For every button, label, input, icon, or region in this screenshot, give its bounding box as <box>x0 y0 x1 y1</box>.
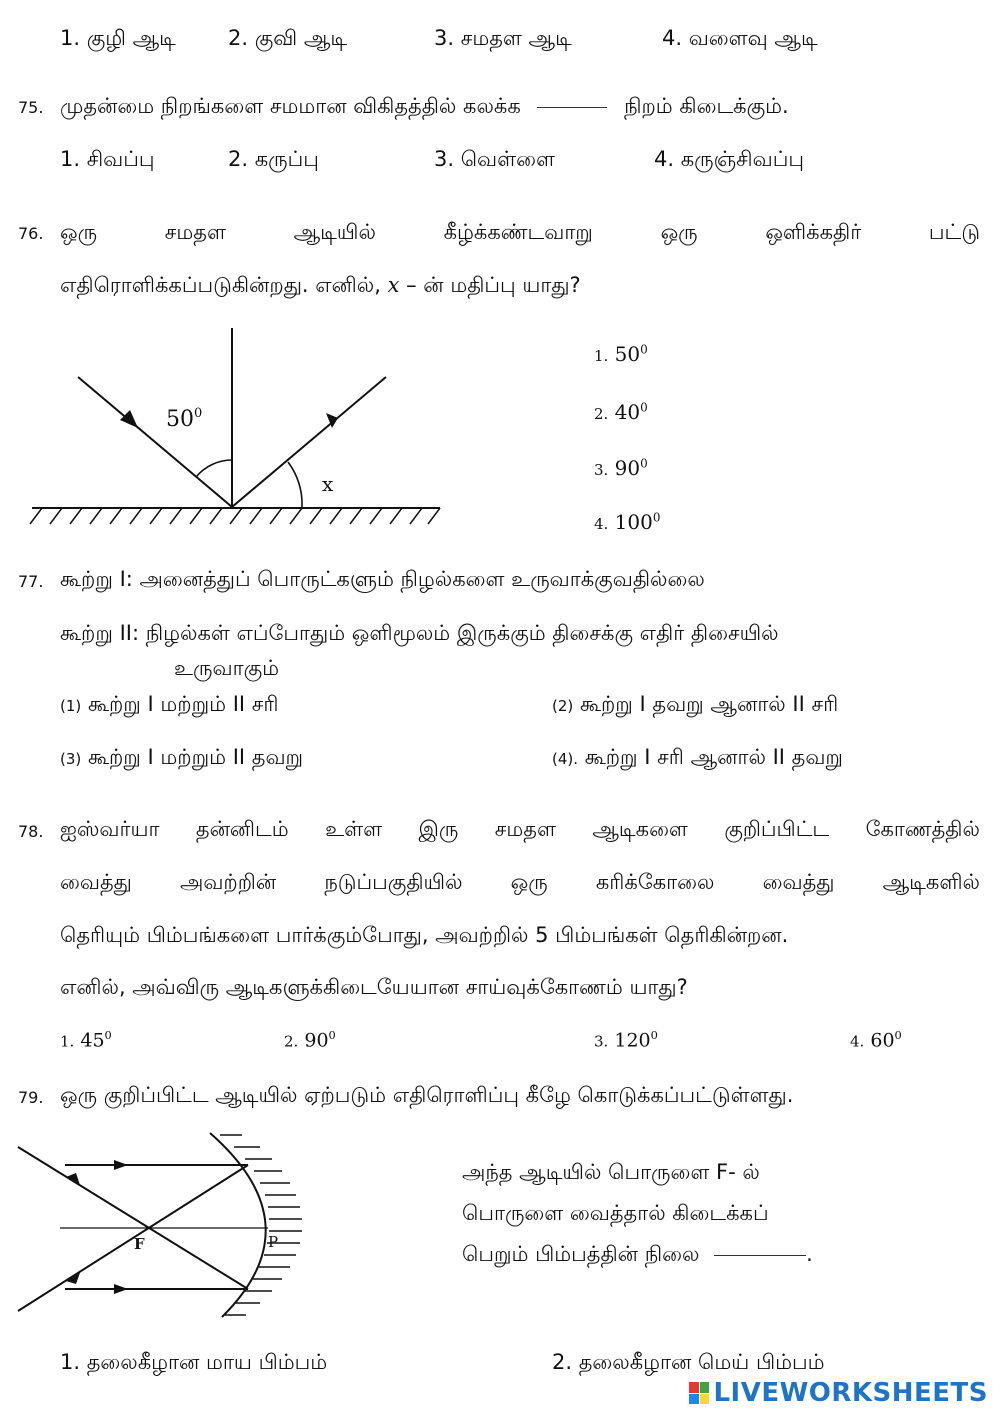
q75-text <box>60 94 789 121</box>
q77-statement-2-cont: உருவாகும் <box>174 656 280 680</box>
q77-option-1[interactable] <box>60 692 279 719</box>
option-number: 3. <box>594 461 609 479</box>
q76-option-1[interactable] <box>594 342 648 366</box>
incident-angle-arc <box>196 460 232 477</box>
q79-side-line1: அந்த ஆடியில் பொருளை F- ல் <box>462 1160 760 1184</box>
q74-option-1[interactable]: 1. குழி ஆடி <box>60 26 176 50</box>
q79-blank <box>714 1254 806 1256</box>
reflected-ray <box>232 377 386 507</box>
q78-word: ஆடிகளை <box>592 817 688 841</box>
q78-word: வைத்து <box>60 870 132 894</box>
q76-variable: x <box>387 273 400 297</box>
q76-word: ஒரு <box>60 220 98 244</box>
q78-word: தன்னிடம் <box>195 817 289 841</box>
incident-ray <box>78 377 232 507</box>
liveworksheets-logo <box>689 1378 988 1408</box>
q75-number: 75. <box>18 98 44 117</box>
q76-option-3[interactable] <box>594 456 648 480</box>
arrowhead <box>114 1160 128 1170</box>
degree-sup: 0 <box>640 342 648 357</box>
q78-word: கோணத்தில் <box>865 817 980 841</box>
q79-concave-mirror-diagram <box>10 1125 340 1325</box>
option-value: 120 <box>614 1029 651 1052</box>
mirror-hatching <box>30 508 440 524</box>
q78-word: கரிக்கோலை <box>595 870 715 894</box>
q78-line1 <box>60 817 980 844</box>
q78-option-1[interactable] <box>60 1028 112 1051</box>
q77-statement-2: கூற்று II: நிழல்கள் எப்போதும் ஒளிமூலம் இருக்கும் திசைக்கு எதிர் திசையில் <box>60 621 779 645</box>
q77-statement-1: கூற்று I: அனைத்துப் பொருட்களும் நிழல்களை உருவாக்குவதில்லை <box>60 567 705 591</box>
option-number: 2. <box>594 405 609 423</box>
q76-option-2[interactable] <box>594 400 648 424</box>
q74-option-4[interactable]: 4. வளைவு ஆடி <box>662 26 818 50</box>
option-text: கூற்று I தவறு ஆனால் II சரி <box>579 692 839 716</box>
q76-line1 <box>60 220 980 247</box>
q79-option-1[interactable]: 1. தலைகீழான மாய பிம்பம் <box>60 1350 328 1374</box>
q76-word: கீழ்க்கண்டவாறு <box>443 220 593 244</box>
option-value: 40 <box>614 400 641 424</box>
reflected-angle-arc <box>288 462 302 507</box>
option-value: 90 <box>304 1029 329 1052</box>
option-number: (1) <box>60 697 82 715</box>
q76-number: 76. <box>18 224 44 243</box>
q75-option-1[interactable]: 1. சிவப்பு <box>60 147 155 171</box>
q78-word: நடுப்பகுதியில் <box>324 870 463 894</box>
degree-sup: 0 <box>640 400 648 415</box>
q78-word: உள்ள <box>325 817 383 841</box>
liveworksheets-icon <box>689 1382 709 1404</box>
degree-sup: 0 <box>894 1028 902 1042</box>
option-value: 90 <box>614 456 641 480</box>
q75-option-2[interactable]: 2. கருப்பு <box>228 147 319 171</box>
q74-option-2[interactable]: 2. குவி ஆடி <box>228 26 348 50</box>
option-text: கூற்று I மற்றும் II சரி <box>87 692 279 716</box>
degree-sup: 0 <box>640 456 648 471</box>
option-number: 1. <box>60 1032 75 1051</box>
option-value: 50 <box>614 342 641 366</box>
q78-option-4[interactable] <box>850 1028 902 1051</box>
option-value: 100 <box>614 510 653 534</box>
q76-option-4[interactable] <box>594 510 661 534</box>
q78-word: வைத்து <box>762 870 835 894</box>
liveworksheets-wordmark: LIVEWORKSHEETS <box>713 1378 988 1408</box>
pole-label: P <box>268 1233 279 1251</box>
degree-sup: 0 <box>328 1028 336 1042</box>
q76-word: பட்டு <box>928 220 980 244</box>
q75-blank <box>537 106 607 108</box>
q78-line2 <box>60 870 980 897</box>
q78-word: இரு <box>418 817 459 841</box>
incident-arrowhead <box>120 410 138 428</box>
reflected-ray-2 <box>18 1147 248 1289</box>
q76-word: ஒளிக்கதிர் <box>765 220 862 244</box>
option-number: 4. <box>850 1032 865 1051</box>
q77-option-3[interactable] <box>60 745 303 772</box>
q79-side-line3-text: பெறும் பிம்பத்தின் நிலை <box>462 1242 700 1266</box>
angle-label: $50^0$ <box>166 406 203 432</box>
q76-reflection-diagram <box>20 320 460 535</box>
q78-word: ஆடிகளில் <box>882 870 980 894</box>
arrowhead <box>114 1284 128 1294</box>
q79-number: 79. <box>18 1088 44 1107</box>
q79-side-line2: பொருளை வைத்தால் கிடைக்கப் <box>462 1201 769 1225</box>
q78-option-2[interactable] <box>284 1028 336 1051</box>
q78-word: ஐஸ்வர்யா <box>60 817 160 841</box>
q76-line2-a: எதிரொளிக்கப்படுகின்றது. எனில், <box>60 273 381 297</box>
option-number: (3) <box>60 750 82 768</box>
option-number: 4. <box>594 515 609 533</box>
option-number: (2) <box>552 697 574 715</box>
arrowhead <box>66 1270 81 1284</box>
degree-sup: 0 <box>652 510 661 525</box>
focus-label: F <box>134 1235 145 1253</box>
q79-side-line3: பெறும் பிம்பத்தின் நிலை . <box>462 1242 813 1266</box>
q78-option-3[interactable] <box>594 1028 658 1051</box>
degree-sup: 0 <box>650 1028 658 1042</box>
q76-line2-b: – ன் மதிப்பு யாது? <box>406 273 581 297</box>
option-number: 2. <box>284 1032 299 1051</box>
q76-word: சமதள <box>164 220 226 244</box>
option-text: கூற்று I மற்றும் II தவறு <box>87 745 304 769</box>
q78-line4: எனில், அவ்விரு ஆடிகளுக்கிடையேயான சாய்வுக்கோணம் யாது? <box>60 975 688 999</box>
x-angle-label: x <box>322 472 334 496</box>
option-value: 45 <box>80 1029 105 1052</box>
q79-text: ஒரு குறிப்பிட்ட ஆடியில் ஏற்படும் எதிரொளிப்பு கீழே கொடுக்கப்பட்டுள்ளது. <box>60 1083 794 1107</box>
q76-word: ஒரு <box>660 220 698 244</box>
option-text: கூற்று I சரி ஆனால் II தவறு <box>584 745 843 769</box>
option-number: 3. <box>594 1032 609 1051</box>
option-number: (4). <box>552 750 579 768</box>
q74-option-3[interactable]: 3. சமதள ஆடி <box>434 26 572 50</box>
q78-line3: தெரியும் பிம்பங்களை பார்க்கும்போது, அவற்றில் 5 பிம்பங்கள் தெரிகின்றன. <box>60 923 789 947</box>
option-number: 1. <box>594 347 609 365</box>
q78-word: சமதள <box>494 817 556 841</box>
q75-text-b: நிறம் கிடைக்கும். <box>624 94 789 118</box>
q76-word: ஆடியில் <box>293 220 376 244</box>
degree-sup: 0 <box>104 1028 112 1042</box>
q77-option-4[interactable] <box>552 745 843 772</box>
q77-option-2[interactable] <box>552 692 838 719</box>
q76-line2 <box>60 273 581 300</box>
q75-option-4[interactable]: 4. கருஞ்சிவப்பு <box>654 147 804 171</box>
option-value: 60 <box>870 1029 895 1052</box>
q79-option-2[interactable]: 2. தலைகீழான மெய் பிம்பம் <box>552 1350 825 1374</box>
q78-word: குறிப்பிட்ட <box>724 817 830 841</box>
q77-number: 77. <box>18 572 44 591</box>
q78-number: 78. <box>18 822 44 841</box>
q75-option-3[interactable]: 3. வெள்ளை <box>434 147 555 171</box>
q75-text-a: முதன்மை நிறங்களை சமமான விகிதத்தில் கலக்க <box>60 94 521 118</box>
q78-word: ஒரு <box>510 870 548 894</box>
q78-word: அவற்றின் <box>180 870 277 894</box>
